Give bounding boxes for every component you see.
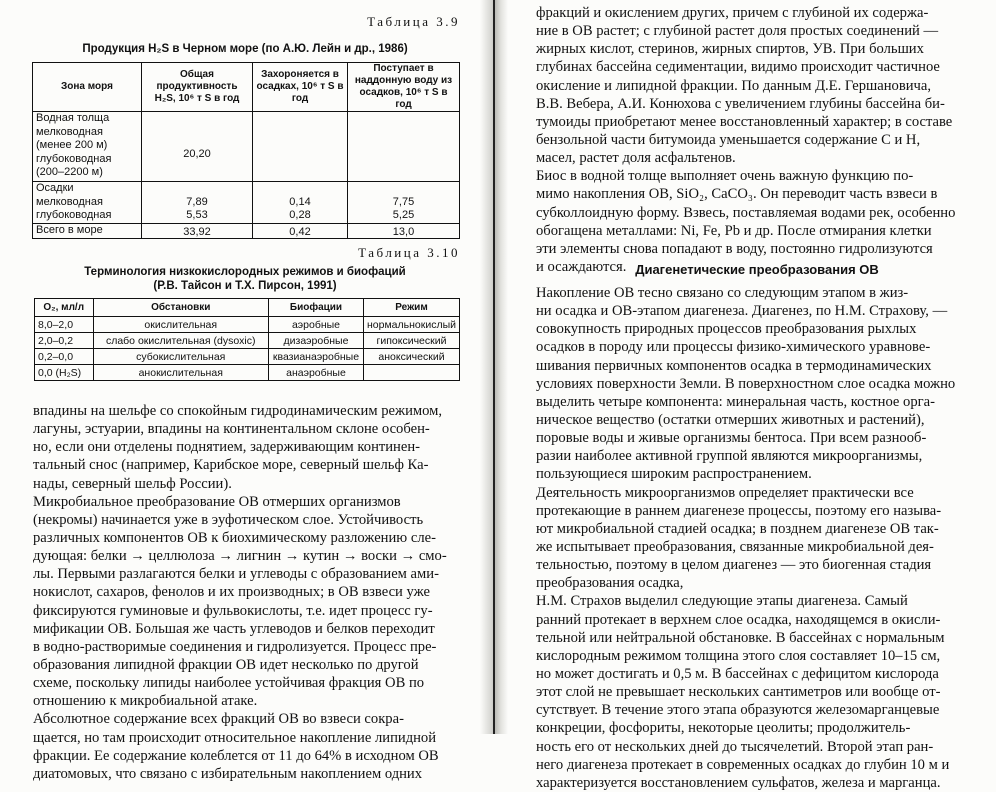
text-line: ют микробиальной стадией осадка; в позднем диагенезе ОВ так- bbox=[536, 520, 939, 537]
text-line: ность его от нескольких дней до тысячелетий. Второй этап ран- bbox=[536, 738, 934, 755]
table-cell: Всего в море bbox=[33, 223, 142, 238]
text-line: образования липидной фракции ОВ идет несколько по другой bbox=[33, 656, 419, 673]
text-line: ни осадка и ОВ-этапом диагенеза. Диагенез, по Н.М. Страхову, — bbox=[536, 303, 948, 320]
text-line: субколлоидную форму. Взвесь, поставляемая водами рек, особенно bbox=[536, 204, 956, 221]
table-cell: аэробные bbox=[268, 317, 363, 333]
text-line: Накопление ОВ тесно связано со следующим этапом в жиз- bbox=[536, 285, 909, 301]
text-line: кислородным режимом толщина этого слоя составляет 10–15 см, bbox=[536, 647, 941, 664]
text-line: в водно-растворимые соединения и гидролизуется. Процесс пре- bbox=[33, 638, 437, 655]
text-line: масел, растет доля асфальтенов. bbox=[536, 150, 736, 167]
table-3-10-header: Обстановки bbox=[93, 299, 268, 317]
table-3-9-header: Зона моря bbox=[33, 63, 142, 112]
text-line: фиксируются гуминовые и фульвокислоты, т.е. идет процесс гу- bbox=[33, 602, 433, 619]
text-line: мимо накопления ОВ, SiO₂, CaCO₃. Он переводит часть взвеси в bbox=[536, 186, 938, 203]
text-line: фракции. Ее содержание колеблется от 11 до 64% в исходном ОВ bbox=[33, 747, 439, 764]
text-line: и осаждаются. bbox=[536, 258, 627, 275]
table-cell: 7,75 5,25 bbox=[348, 182, 460, 224]
text-line: жирных кислот, стеринов, жирных спиртов, УВ. При больших bbox=[536, 41, 924, 58]
table-3-9-header: Поступает в наддонную воду из осадков, 10⁶ т S в год bbox=[348, 63, 460, 112]
table-cell bbox=[363, 365, 459, 381]
text-line: лы. Первыми разлагаются белки и углеводы с образованием ами- bbox=[33, 566, 439, 583]
table-3-9-title: Продукция H₂S в Черном море (по А.Ю. Лейн и др., 1986) bbox=[82, 43, 408, 55]
table-cell: гипоксический bbox=[363, 333, 459, 349]
table-cell: нормальнокислый bbox=[363, 317, 459, 333]
table-3-10-header: O₂, мл/л bbox=[35, 299, 94, 317]
text-line: условиях поверхности Земли. В поверхностном слое осадка можно bbox=[536, 375, 956, 392]
text-line: совокупность природных процессов преобразования рыхлых bbox=[536, 321, 917, 338]
text-line: ние в ОВ растет; с глубиной растет доля простых соединений — bbox=[536, 23, 939, 40]
table-cell: субокислительная bbox=[93, 349, 268, 365]
table-3-9 bbox=[32, 62, 460, 239]
text-line: лагуны, эстуарии, впадины на континентальном склоне особен- bbox=[33, 421, 430, 438]
table-cell: 0,14 0,28 bbox=[253, 182, 348, 224]
text-line: но, если они отделены поднятием, задерживающим континен- bbox=[33, 439, 421, 456]
text-line: нады, северный шельф России). bbox=[33, 475, 232, 492]
text-line: нокислот, сахаров, фенолов и их производных; в ОВ взвеси уже bbox=[33, 584, 430, 601]
book-spine bbox=[480, 0, 508, 734]
table-cell bbox=[348, 112, 460, 182]
table-row bbox=[35, 333, 460, 349]
table-cell: дизаэробные bbox=[268, 333, 363, 349]
text-line: преобразования осадка, bbox=[536, 575, 684, 592]
table-cell: Водная толща мелководная (менее 200 м) глубоководная (200–2200 м) bbox=[33, 112, 142, 182]
table-row bbox=[35, 349, 460, 365]
right-page-body-text-top bbox=[536, 4, 978, 276]
text-line: бензольной части битумоида уменьшается содержание С и Н, bbox=[536, 131, 921, 148]
table-cell: аноксический bbox=[363, 349, 459, 365]
text-line: этот слой не превышает нескольких сантиметров или вообще от- bbox=[536, 684, 941, 701]
text-line: обогащена металлами: Ni, Fe, Pb и др. После отмирания клетки bbox=[536, 222, 932, 239]
text-line: фракций и окислением других, причем с глубиной их содержа- bbox=[536, 5, 929, 21]
text-line: Деятельность микроорганизмов определяет практически все bbox=[536, 484, 914, 501]
text-line: же испытывает преобразования, связанные микробиальной дея- bbox=[536, 538, 934, 555]
table-row bbox=[35, 365, 460, 381]
table-cell: анаэробные bbox=[268, 365, 363, 381]
table-3-10-title-line2: (Р.В. Тайсон и Т.Х. Пирсон, 1991) bbox=[153, 280, 337, 292]
table-cell: 33,92 bbox=[142, 223, 253, 238]
text-line: диатомовых, что связано с избирательным накоплением одних bbox=[33, 765, 423, 782]
table-row bbox=[35, 317, 460, 333]
text-line: впадины на шельфе со спокойным гидродинамическим режимом, bbox=[33, 403, 443, 419]
text-line: тельностью, поэтому в целом диагенез — это биогенная стадия bbox=[536, 557, 932, 574]
text-line: конкреции, фосфориты, некоторые цеолиты; продолжитель- bbox=[536, 720, 911, 737]
text-line: различных компонентов ОВ к биохимическому разложению сле- bbox=[33, 529, 436, 546]
table-row bbox=[33, 182, 460, 224]
text-line: осадков в породу или процессы физико-химического уравнове- bbox=[536, 339, 931, 356]
table-cell: 8,0–2,0 bbox=[35, 317, 94, 333]
text-line: схеме, поскольку липиды наиболее устойчивая фракция ОВ по bbox=[33, 675, 425, 692]
table-3-10 bbox=[34, 298, 460, 381]
text-line: ническое вещество (остатки отмерших животных и растений), bbox=[536, 411, 925, 428]
table-3-9-header: Захороняется в осадках, 10⁶ т S в год bbox=[253, 63, 348, 112]
text-line: но может достигать и 0,5 м. В бассейнах с дефицитом кислорода bbox=[536, 665, 939, 682]
table-row bbox=[33, 112, 460, 182]
text-line: В.В. Вебера, А.И. Конюхова с увеличением глубины бассейна би- bbox=[536, 95, 945, 112]
table-3-9-header: Общая продуктивность H₂S, 10⁶ т S в год bbox=[142, 63, 253, 112]
text-line: поровые воды и живые организмы бентоса. При всем разнооб- bbox=[536, 430, 927, 447]
table-cell bbox=[253, 112, 348, 182]
table-cell: 0,0 (H₂S) bbox=[35, 365, 94, 381]
text-line: протекающие в раннем диагенезе процессы, поэтому его называ- bbox=[536, 502, 942, 519]
text-line: тельной или нейтральной обстановке. В бассейнах с нормальным bbox=[536, 629, 945, 646]
text-line: (некромы) начинается уже в эуфотическом слое. Устойчивость bbox=[33, 511, 424, 528]
text-line: пользующиеся широким распространением. bbox=[536, 466, 812, 483]
left-page-body-text bbox=[33, 402, 463, 783]
text-line: характеризуется восстановлением сульфатов, железа и марганца. bbox=[536, 774, 941, 791]
text-line: глубинах бассейна седиментации, видимо происходит частичное bbox=[536, 59, 940, 76]
text-line: Н.М. Страхов выделил следующие этапы диагенеза. Самый bbox=[536, 593, 908, 610]
text-line: мификации ОВ. Большая же часть углеводов и белков переходит bbox=[33, 620, 435, 637]
table-cell: Осадки мелководная глубоководная bbox=[33, 182, 142, 224]
table-3-10-caption: Таблица 3.10 bbox=[358, 245, 460, 260]
table-cell: окислительная bbox=[93, 317, 268, 333]
table-cell: 13,0 bbox=[348, 223, 460, 238]
table-3-10-header: Режим bbox=[363, 299, 459, 317]
right-page bbox=[508, 0, 996, 791]
table-cell: 7,89 5,53 bbox=[142, 182, 253, 224]
table-cell: анокислительная bbox=[93, 365, 268, 381]
table-cell: 0,2–0,0 bbox=[35, 349, 94, 365]
table-3-10-header: Биофации bbox=[268, 299, 363, 317]
table-cell: 0,42 bbox=[253, 223, 348, 238]
text-line: Микробиальное преобразование ОВ отмерших организмов bbox=[33, 493, 401, 510]
text-line: Биос в водной толще выполняет очень важную функцию по- bbox=[536, 168, 914, 185]
table-cell: 2,0–0,2 bbox=[35, 333, 94, 349]
table-cell: 20,20 bbox=[142, 112, 253, 182]
text-line: тальный снос (например, Карибское море, северный шельф Ка- bbox=[33, 457, 429, 474]
text-line: Абсолютное содержание всех фракций ОВ во взвеси сокра- bbox=[33, 711, 404, 728]
text-line: шивания первичных компонентов осадка в термодинамических bbox=[536, 357, 932, 374]
text-line: тумоиды приобретают менее восстановленный характер; в составе bbox=[536, 113, 953, 130]
text-line: щается, но там происходит относительное накопление липидной bbox=[33, 729, 437, 746]
text-line: дующая: белки → целлюлоза → лигнин → кутин → воски → смо- bbox=[33, 548, 447, 565]
table-cell: квазианаэробные bbox=[268, 349, 363, 365]
table-3-10-title-line1: Терминология низкокислородных режимов и биофаций bbox=[84, 266, 406, 278]
text-line: разии наиболее активной группой являются микроорганизмы, bbox=[536, 448, 923, 465]
text-line: сутствует. В течение этого этапа образуются железомарганцевые bbox=[536, 702, 940, 719]
text-line: отношению к микробиальной атаке. bbox=[33, 693, 258, 710]
text-line: окисление и липидной фракции. По данным Д.Е. Гершановича, bbox=[536, 77, 931, 94]
table-cell: слабо окислительная (dysoxic) bbox=[93, 333, 268, 349]
table-3-9-caption: Таблица 3.9 bbox=[367, 14, 460, 29]
left-page bbox=[0, 0, 480, 782]
text-line: него диагенеза протекает в современных осадках до глубин 10 м и bbox=[536, 756, 950, 773]
text-line: ранний протекает в верхнем слое осадка, находящемся в окисли- bbox=[536, 611, 941, 628]
section-heading: Диагенетические преобразования ОВ bbox=[635, 262, 879, 277]
text-line: выделить четыре компонента: минеральная часть, костное орга- bbox=[536, 393, 935, 410]
text-line: эти элементы снова попадают в воду, постоянно гидролизуются bbox=[536, 240, 933, 257]
table-row bbox=[33, 223, 460, 238]
right-page-body-text-bottom bbox=[536, 284, 978, 792]
